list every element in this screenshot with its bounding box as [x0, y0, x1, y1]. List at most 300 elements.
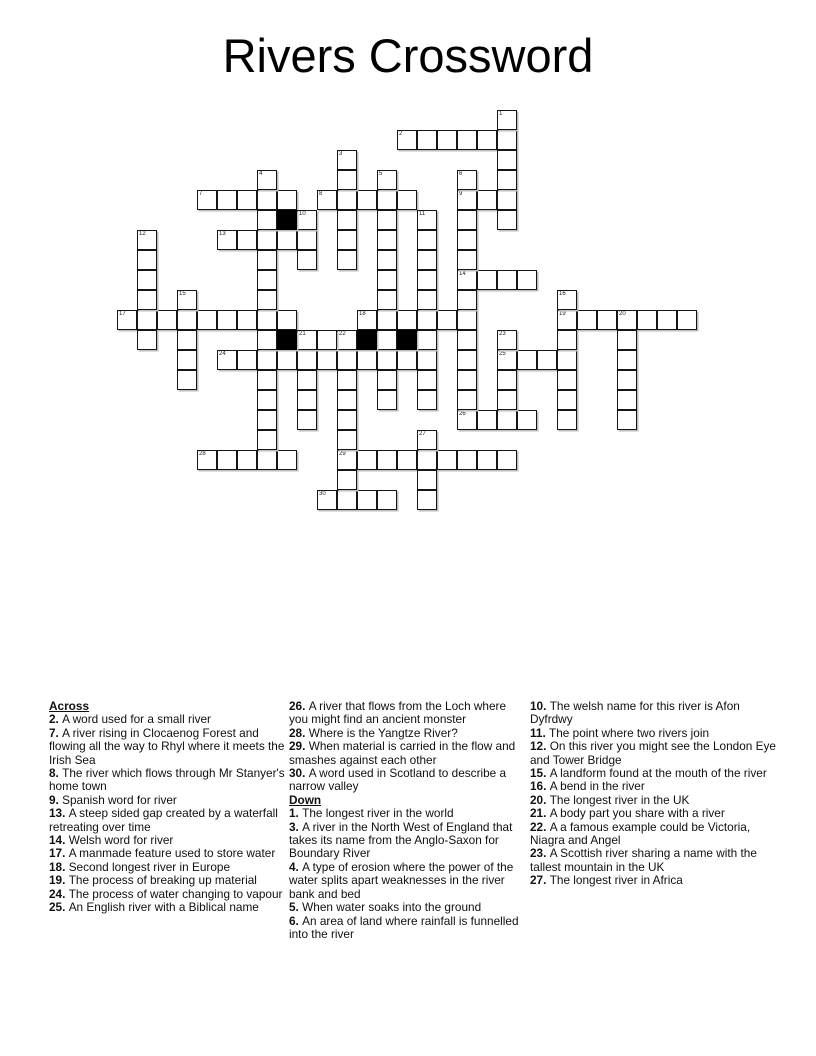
grid-cell[interactable]: [377, 230, 397, 250]
clue-number: 26.: [289, 699, 309, 713]
grid-cell[interactable]: [517, 410, 537, 430]
cell-number: 28: [199, 451, 206, 457]
grid-cell[interactable]: [297, 350, 317, 370]
grid-cell[interactable]: [337, 350, 357, 370]
clue-number: 19.: [49, 873, 69, 888]
clue-item: [530, 821, 776, 848]
clue-text: The welsh name for this river is Afon Dyfrdwy: [530, 699, 740, 727]
cell-number: 3: [339, 151, 343, 157]
grid-cell[interactable]: [237, 230, 257, 250]
clue-column-1: [49, 700, 287, 915]
grid-cell[interactable]: [337, 330, 357, 350]
crossword-grid: [117, 110, 697, 510]
grid-cell[interactable]: [137, 230, 157, 250]
grid-cell[interactable]: [497, 270, 517, 290]
clue-text: A steep sided gap created by a waterfall retreating over time: [49, 806, 278, 834]
grid-cell[interactable]: [377, 390, 397, 410]
cell-number: 12: [139, 231, 146, 237]
clue-list-header: Across: [49, 699, 89, 713]
grid-cell[interactable]: [337, 210, 357, 230]
grid-cell[interactable]: [177, 330, 197, 350]
grid-cell[interactable]: [337, 150, 357, 170]
clue-number: 5.: [289, 900, 303, 915]
grid-cell[interactable]: [357, 490, 377, 510]
clue-text: The process of water changing to vapour: [68, 886, 283, 901]
grid-cell[interactable]: [297, 230, 317, 250]
grid-cell[interactable]: [457, 370, 477, 390]
grid-cell[interactable]: [557, 350, 577, 370]
grid-cell[interactable]: [377, 210, 397, 230]
grid-cell-black: [277, 210, 297, 230]
cell-number: 2: [399, 131, 403, 137]
grid-cell[interactable]: [277, 230, 297, 250]
grid-cell[interactable]: [377, 350, 397, 370]
grid-cell[interactable]: [237, 190, 257, 210]
grid-cell[interactable]: [417, 370, 437, 390]
clue-text: The longest river in the UK: [549, 792, 690, 807]
clue-column-3: [530, 700, 776, 888]
clue-text: The river which flows through Mr Stanyer's home town: [49, 766, 285, 794]
grid-cell[interactable]: [517, 350, 537, 370]
cell-number: 17: [119, 311, 126, 317]
grid-cell[interactable]: [197, 450, 217, 470]
grid-cell[interactable]: [297, 250, 317, 270]
grid-cell[interactable]: [477, 410, 497, 430]
clue-number: 27.: [530, 873, 550, 888]
grid-cell[interactable]: [317, 190, 337, 210]
clue-item: [530, 794, 776, 807]
grid-cell[interactable]: [377, 310, 397, 330]
grid-cell[interactable]: [617, 370, 637, 390]
grid-cell[interactable]: [257, 310, 277, 330]
grid-cell[interactable]: [357, 450, 377, 470]
clue-item: [289, 740, 527, 767]
clue-item: [49, 807, 287, 834]
clue-text: A bend in the river: [549, 779, 645, 794]
grid-cell-black: [397, 330, 417, 350]
clue-text: An area of land where rainfall is funnelled into the river: [289, 913, 519, 941]
cell-number: 5: [379, 171, 383, 177]
cell-number: 19: [559, 311, 566, 317]
grid-cell[interactable]: [337, 250, 357, 270]
grid-cell[interactable]: [637, 310, 657, 330]
clue-text: A manmade feature used to store water: [68, 846, 276, 861]
cell-number: 15: [179, 291, 186, 297]
grid-cell[interactable]: [457, 330, 477, 350]
grid-cell[interactable]: [497, 390, 517, 410]
clue-text: The longest river in the world: [302, 806, 454, 821]
grid-cell[interactable]: [417, 210, 437, 230]
clue-text: A river rising in Clocaenog Forest and flowing all the way to Rhyl where it meets the Irish Sea: [49, 725, 285, 767]
clue-text: A landform found at the mouth of the river: [549, 766, 767, 781]
cell-number: 16: [559, 291, 566, 297]
grid-cell[interactable]: [557, 410, 577, 430]
cell-number: 21: [299, 331, 306, 337]
clue-item: [530, 740, 776, 767]
grid-cell[interactable]: [477, 270, 497, 290]
grid-cell[interactable]: [417, 330, 437, 350]
grid-cell[interactable]: [417, 350, 437, 370]
grid-cell[interactable]: [257, 390, 277, 410]
grid-cell[interactable]: [417, 250, 437, 270]
clue-number: 17.: [49, 846, 69, 861]
grid-cell-black: [357, 330, 377, 350]
clue-number: 12.: [530, 739, 550, 754]
grid-cell[interactable]: [377, 270, 397, 290]
clue-item: [289, 767, 527, 794]
grid-cell[interactable]: [477, 130, 497, 150]
grid-cell[interactable]: [457, 210, 477, 230]
grid-cell[interactable]: [217, 190, 237, 210]
grid-cell[interactable]: [257, 350, 277, 370]
grid-cell[interactable]: [417, 130, 437, 150]
clue-item: [530, 874, 776, 887]
grid-cell[interactable]: [237, 350, 257, 370]
grid-cell[interactable]: [657, 310, 677, 330]
grid-cell[interactable]: [617, 310, 637, 330]
grid-cell[interactable]: [177, 350, 197, 370]
grid-cell[interactable]: [557, 290, 577, 310]
clue-item: [530, 727, 776, 740]
grid-cell[interactable]: [557, 370, 577, 390]
grid-cell[interactable]: [177, 290, 197, 310]
clue-number: 23.: [530, 846, 550, 861]
grid-cell[interactable]: [377, 370, 397, 390]
grid-cell[interactable]: [417, 270, 437, 290]
cell-number: 30: [319, 491, 326, 497]
clue-item: [49, 888, 287, 901]
clue-item: [49, 834, 287, 847]
cell-number: 4: [259, 171, 263, 177]
grid-cell[interactable]: [337, 450, 357, 470]
grid-cell[interactable]: [617, 350, 637, 370]
clue-column-2: [289, 700, 527, 941]
clue-text: The process of breaking up material: [68, 873, 257, 888]
clue-text: A river in the North West of England that takes its name from the Anglo-Saxon for Boundary River: [289, 819, 513, 861]
cell-number: 23: [499, 331, 506, 337]
clue-number: 9.: [49, 792, 63, 807]
grid-cell[interactable]: [617, 330, 637, 350]
grid-cell[interactable]: [257, 430, 277, 450]
grid-cell[interactable]: [417, 310, 437, 330]
cell-number: 13: [219, 231, 226, 237]
cell-number: 11: [419, 211, 426, 217]
grid-cell[interactable]: [277, 310, 297, 330]
grid-cell[interactable]: [257, 190, 277, 210]
clue-number: 10.: [530, 699, 550, 713]
grid-cell[interactable]: [257, 250, 277, 270]
grid-cell[interactable]: [477, 190, 497, 210]
grid-cell[interactable]: [497, 370, 517, 390]
grid-cell[interactable]: [337, 470, 357, 490]
clue-item: [530, 780, 776, 793]
grid-cell[interactable]: [137, 270, 157, 290]
cell-number: 25: [499, 351, 506, 357]
grid-cell[interactable]: [497, 170, 517, 190]
grid-cell[interactable]: [277, 350, 297, 370]
grid-cell[interactable]: [377, 450, 397, 470]
grid-cell[interactable]: [457, 290, 477, 310]
clue-item: [530, 700, 776, 727]
grid-cell[interactable]: [457, 270, 477, 290]
grid-cell[interactable]: [197, 310, 217, 330]
clue-number: 4.: [289, 859, 303, 874]
grid-cell[interactable]: [277, 450, 297, 470]
grid-cell[interactable]: [457, 450, 477, 470]
grid-cell[interactable]: [257, 410, 277, 430]
grid-cell[interactable]: [177, 310, 197, 330]
clue-item: [289, 861, 527, 901]
grid-cell[interactable]: [477, 450, 497, 470]
grid-cell[interactable]: [497, 330, 517, 350]
clue-item: [289, 807, 527, 820]
grid-cell[interactable]: [437, 310, 457, 330]
grid-cell[interactable]: [457, 130, 477, 150]
clue-item: [49, 874, 287, 887]
grid-cell[interactable]: [237, 310, 257, 330]
grid-cell[interactable]: [617, 410, 637, 430]
grid-cell[interactable]: [177, 370, 197, 390]
grid-cell[interactable]: [317, 350, 337, 370]
grid-cell[interactable]: [157, 310, 177, 330]
grid-cell[interactable]: [417, 230, 437, 250]
clue-number: 20.: [530, 792, 550, 807]
clue-item: [289, 821, 527, 861]
clue-number: 22.: [530, 819, 550, 834]
grid-cell[interactable]: [677, 310, 697, 330]
grid-cell[interactable]: [337, 230, 357, 250]
grid-cell[interactable]: [137, 330, 157, 350]
grid-cell[interactable]: [457, 230, 477, 250]
cell-number: 20: [619, 311, 626, 317]
grid-cell[interactable]: [497, 150, 517, 170]
grid-cell[interactable]: [297, 390, 317, 410]
clue-number: 18.: [49, 859, 69, 874]
clue-text: A river that flows from the Loch where you might find an ancient monster: [289, 699, 507, 727]
clue-item: [49, 767, 287, 794]
clue-text: When water soaks into the ground: [302, 900, 482, 915]
grid-cell[interactable]: [597, 310, 617, 330]
clue-number: 2.: [49, 712, 63, 727]
clue-number: 13.: [49, 806, 69, 821]
clue-number: 24.: [49, 886, 69, 901]
grid-cell[interactable]: [257, 370, 277, 390]
grid-cell[interactable]: [297, 330, 317, 350]
grid-cell[interactable]: [377, 330, 397, 350]
clue-number: 29.: [289, 739, 309, 754]
cell-number: 14: [459, 271, 466, 277]
cell-number: 7: [199, 191, 203, 197]
grid-cell[interactable]: [137, 250, 157, 270]
grid-cell[interactable]: [117, 310, 137, 330]
grid-cell[interactable]: [417, 390, 437, 410]
clue-number: 28.: [289, 725, 309, 740]
grid-cell[interactable]: [217, 350, 237, 370]
grid-cell[interactable]: [337, 170, 357, 190]
grid-cell[interactable]: [557, 310, 577, 330]
clue-text: The longest river in Africa: [549, 873, 683, 888]
clue-number: 25.: [49, 900, 69, 915]
clue-number: 3.: [289, 819, 303, 834]
cell-number: 26: [459, 411, 466, 417]
clue-number: 8.: [49, 766, 63, 781]
clue-number: 16.: [530, 779, 550, 794]
grid-cell[interactable]: [337, 430, 357, 450]
grid-cell[interactable]: [417, 290, 437, 310]
clue-text: Second longest river in Europe: [68, 859, 231, 874]
grid-cell[interactable]: [377, 170, 397, 190]
grid-cell[interactable]: [237, 450, 257, 470]
grid-cell[interactable]: [437, 450, 457, 470]
grid-cell[interactable]: [257, 450, 277, 470]
grid-cell[interactable]: [497, 110, 517, 130]
grid-cell[interactable]: [257, 270, 277, 290]
grid-cell[interactable]: [377, 290, 397, 310]
cell-number: 10: [299, 211, 306, 217]
grid-cell[interactable]: [557, 390, 577, 410]
clue-item: [49, 861, 287, 874]
cell-number: 8: [319, 191, 323, 197]
grid-cell[interactable]: [357, 350, 377, 370]
clue-number: 30.: [289, 766, 309, 781]
grid-cell[interactable]: [497, 130, 517, 150]
grid-cell[interactable]: [257, 230, 277, 250]
grid-cell[interactable]: [137, 310, 157, 330]
grid-cell[interactable]: [417, 490, 437, 510]
clue-item: [289, 915, 527, 942]
clue-text: Where is the Yangtze River?: [308, 725, 458, 740]
grid-cell[interactable]: [357, 310, 377, 330]
grid-cell[interactable]: [397, 310, 417, 330]
cell-number: 29: [339, 451, 346, 457]
cell-number: 6: [459, 171, 463, 177]
grid-cell[interactable]: [457, 190, 477, 210]
grid-cell[interactable]: [337, 390, 357, 410]
clue-item: [49, 901, 287, 914]
grid-cell[interactable]: [137, 290, 157, 310]
cell-number: 27: [419, 431, 426, 437]
clue-text: A word used for a small river: [62, 712, 211, 727]
grid-cell[interactable]: [257, 290, 277, 310]
grid-cell[interactable]: [417, 450, 437, 470]
clue-text: A a famous example could be Victoria, Niagra and Angel: [530, 819, 751, 848]
clue-number: 6.: [289, 913, 303, 928]
grid-cell[interactable]: [297, 370, 317, 390]
grid-cell[interactable]: [297, 210, 317, 230]
clue-item: [530, 847, 776, 874]
grid-cell[interactable]: [617, 390, 637, 410]
clue-number: 1.: [289, 806, 303, 821]
grid-cell[interactable]: [257, 210, 277, 230]
grid-cell[interactable]: [497, 210, 517, 230]
grid-cell[interactable]: [217, 230, 237, 250]
clue-item: [49, 794, 287, 807]
grid-cell[interactable]: [317, 490, 337, 510]
grid-cell[interactable]: [217, 450, 237, 470]
grid-cell[interactable]: [577, 310, 597, 330]
grid-cell[interactable]: [497, 350, 517, 370]
grid-cell[interactable]: [457, 310, 477, 330]
clue-item: [530, 767, 776, 780]
grid-cell[interactable]: [497, 410, 517, 430]
clue-text: A Scottish river sharing a name with the tallest mountain in the UK: [530, 846, 757, 874]
grid-cell[interactable]: [337, 190, 357, 210]
grid-cell[interactable]: [397, 190, 417, 210]
clue-item: [530, 807, 776, 820]
grid-cell[interactable]: [437, 130, 457, 150]
cell-number: 1: [499, 111, 503, 117]
clue-text: A type of erosion where the power of the water splits apart weaknesses in the river bank and bed: [289, 859, 514, 901]
clue-text: When material is carried in the flow and smashes against each other: [289, 739, 516, 767]
grid-cell[interactable]: [417, 430, 437, 450]
page-title: Rivers Crossword: [222, 29, 594, 82]
grid-cell[interactable]: [397, 450, 417, 470]
grid-cell[interactable]: [257, 330, 277, 350]
clue-text: Welsh word for river: [68, 833, 174, 848]
grid-cell[interactable]: [377, 490, 397, 510]
clue-list-header: Down: [289, 792, 322, 807]
clue-item: [49, 713, 287, 726]
cell-number: 18: [359, 311, 366, 317]
clue-text: A body part you share with a river: [549, 806, 725, 821]
grid-cell[interactable]: [357, 190, 377, 210]
grid-cell[interactable]: [457, 390, 477, 410]
clue-number: 7.: [49, 725, 63, 740]
grid-cell[interactable]: [497, 450, 517, 470]
clue-text: Spanish word for river: [62, 792, 177, 807]
grid-cell[interactable]: [497, 190, 517, 210]
clue-number: 14.: [49, 833, 69, 848]
grid-cell[interactable]: [457, 170, 477, 190]
grid-cell[interactable]: [457, 410, 477, 430]
clue-text: A word used in Scotland to describe a narrow valley: [289, 766, 507, 794]
clue-item: [49, 847, 287, 860]
grid-cell[interactable]: [297, 410, 317, 430]
grid-cell[interactable]: [277, 190, 297, 210]
clue-number: 21.: [530, 806, 550, 821]
cell-number: 9: [459, 191, 463, 197]
grid-cell[interactable]: [517, 270, 537, 290]
clue-item: [49, 727, 287, 767]
cell-number: 24: [219, 351, 226, 357]
clue-text: On this river you might see the London Eye and Tower Bridge: [530, 739, 776, 767]
clue-item: [289, 727, 527, 740]
grid-cell[interactable]: [197, 190, 217, 210]
clue-number: 15.: [530, 766, 550, 781]
grid-cell[interactable]: [397, 350, 417, 370]
grid-cell[interactable]: [377, 190, 397, 210]
clue-item: [289, 901, 527, 914]
clue-number: 11.: [530, 725, 550, 740]
grid-cell[interactable]: [417, 470, 437, 490]
clue-text: The point where two rivers join: [549, 725, 710, 740]
grid-cell[interactable]: [317, 330, 337, 350]
grid-cell[interactable]: [397, 130, 417, 150]
clue-item: [289, 700, 527, 727]
grid-cell[interactable]: [217, 310, 237, 330]
grid-cell[interactable]: [337, 370, 357, 390]
grid-cell[interactable]: [537, 350, 557, 370]
grid-cell[interactable]: [337, 410, 357, 430]
grid-cell[interactable]: [557, 330, 577, 350]
cell-number: 22: [339, 331, 346, 337]
grid-cell[interactable]: [457, 250, 477, 270]
clue-text: An English river with a Biblical name: [68, 900, 259, 915]
grid-cell[interactable]: [377, 250, 397, 270]
grid-cell[interactable]: [257, 170, 277, 190]
grid-cell[interactable]: [337, 490, 357, 510]
grid-cell[interactable]: [457, 350, 477, 370]
